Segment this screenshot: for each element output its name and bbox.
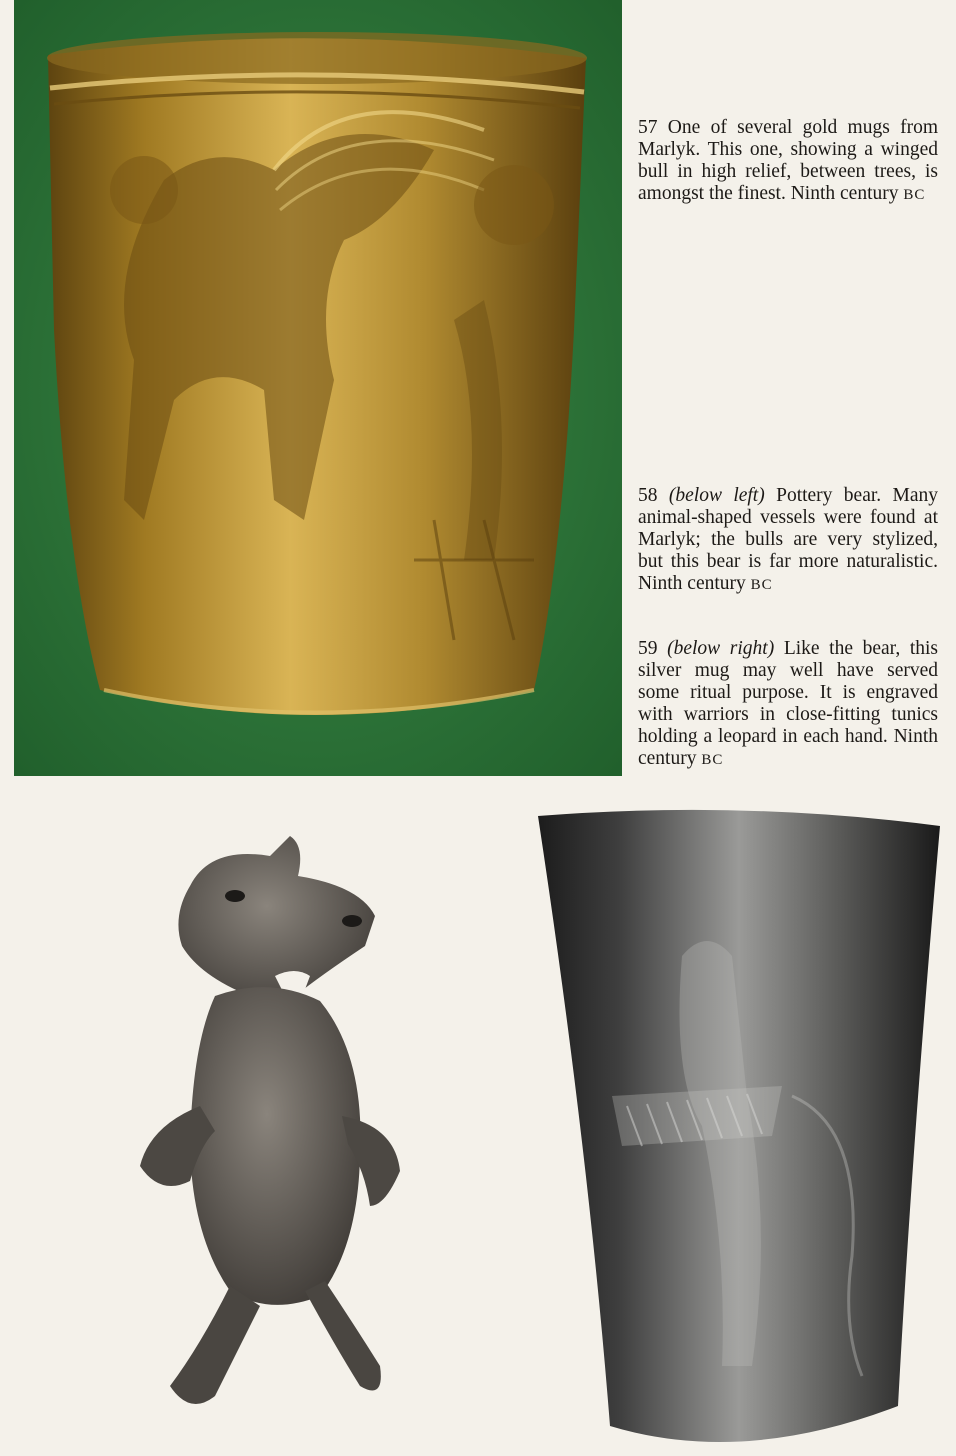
era-label: BC xyxy=(701,752,724,768)
figure-number: 57 xyxy=(638,117,658,138)
pottery-bear-illustration xyxy=(120,826,420,1426)
era-label: BC xyxy=(750,577,773,593)
caption-text: One of several gold mugs from Marlyk. This one, showing a winged bull in high relief, between trees, is amongst the finest. Ninth century xyxy=(638,117,939,204)
figure-57-caption xyxy=(638,117,938,206)
era-label: BC xyxy=(903,187,926,203)
figure-58-caption xyxy=(638,485,938,596)
caption-position-note: (below left) xyxy=(668,485,765,506)
silver-mug-illustration xyxy=(532,806,946,1456)
figure-59-silver-mug-photo xyxy=(532,806,946,1456)
figure-number: 59 xyxy=(638,638,658,659)
figure-58-pottery-bear-photo xyxy=(120,826,420,1426)
caption-text: Pottery bear. Many animal-shaped vessels were found at Marlyk; the bulls are very stylized, but this bear is far more naturalistic. Ninth century xyxy=(638,485,939,594)
figure-57-gold-mug-photo xyxy=(14,0,622,776)
figure-number: 58 xyxy=(638,485,658,506)
caption-position-note: (below right) xyxy=(667,638,775,659)
caption-text: Like the bear, this silver mug may well have served some ritual purpose. It is engraved with warriors in close-fitting tunics holding a leopard in each hand. Ninth century xyxy=(638,638,938,769)
figure-59-caption xyxy=(638,638,938,771)
gold-mug-illustration xyxy=(14,0,622,776)
